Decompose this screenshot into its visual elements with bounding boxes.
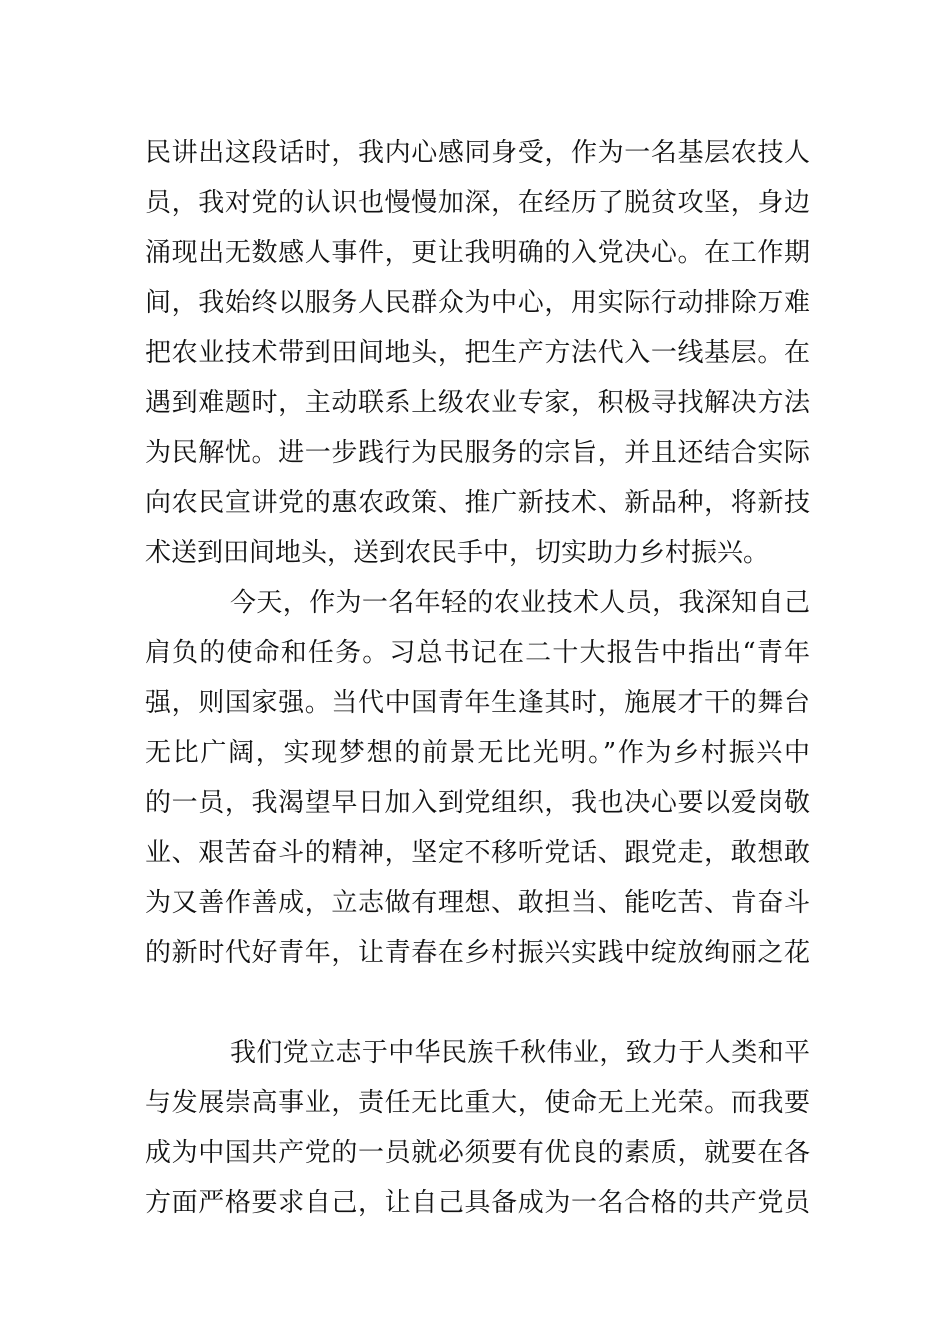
paragraph-2-line-2: 肩负的使命和任务。习总书记在二十大报告中指出“青年: [145, 638, 810, 668]
paragraph-3-line-1: 我们党立志于中华民族千秋伟业，致力于人类和平: [230, 1038, 810, 1068]
paragraph-1-line-7: 为民解忧。进一步践行为民服务的宗旨，并且还结合实际: [145, 438, 810, 468]
paragraph-3-line-3: 成为中国共产党的一员就必须要有优良的素质，就要在各: [145, 1138, 810, 1168]
paragraph-1-line-1: 民讲出这段话时，我内心感同身受，作为一名基层农技人: [145, 138, 810, 168]
paragraph-1-line-4: 间，我始终以服务人民群众为中心，用实际行动排除万难: [145, 288, 810, 318]
paragraph-1-line-8: 向农民宣讲党的惠农政策、推广新技术、新品种，将新技: [145, 488, 810, 518]
paragraph-2-line-6: 业、艰苦奋斗的精神，坚定不移听党话、跟党走，敢想敢: [145, 838, 810, 868]
paragraph-2-line-8: 的新时代好青年，让青春在乡村振兴实践中绽放绚丽之花: [145, 938, 810, 968]
paragraph-1-line-5: 把农业技术带到田间地头，把生产方法代入一线基层。在: [145, 338, 810, 368]
paragraph-2-line-3: 强，则国家强。当代中国青年生逢其时，施展才干的舞台: [145, 688, 810, 718]
paragraph-3-line-4: 方面严格要求自己，让自己具备成为一名合格的共产党员: [145, 1188, 810, 1218]
paragraph-2-line-1: 今天，作为一名年轻的农业技术人员，我深知自己: [230, 588, 810, 618]
paragraph-1-line-2: 员，我对党的认识也慢慢加深，在经历了脱贫攻坚，身边: [145, 188, 810, 218]
paragraph-2-line-5: 的一员，我渴望早日加入到党组织，我也决心要以爱岗敬: [145, 788, 810, 818]
paragraph-1-line-6: 遇到难题时，主动联系上级农业专家，积极寻找解决方法: [145, 388, 810, 418]
paragraph-2-line-4: 无比广阔，实现梦想的前景无比光明。”作为乡村振兴中: [145, 738, 810, 768]
paragraph-1-line-3: 涌现出无数感人事件，更让我明确的入党决心。在工作期: [145, 238, 810, 268]
paragraph-2-line-7: 为又善作善成，立志做有理想、敢担当、能吃苦、肯奋斗: [145, 888, 810, 918]
paragraph-1-line-9: 术送到田间地头，送到农民手中，切实助力乡村振兴。: [145, 538, 770, 568]
paragraph-3-line-2: 与发展崇高事业，责任无比重大，使命无上光荣。而我要: [145, 1088, 810, 1118]
